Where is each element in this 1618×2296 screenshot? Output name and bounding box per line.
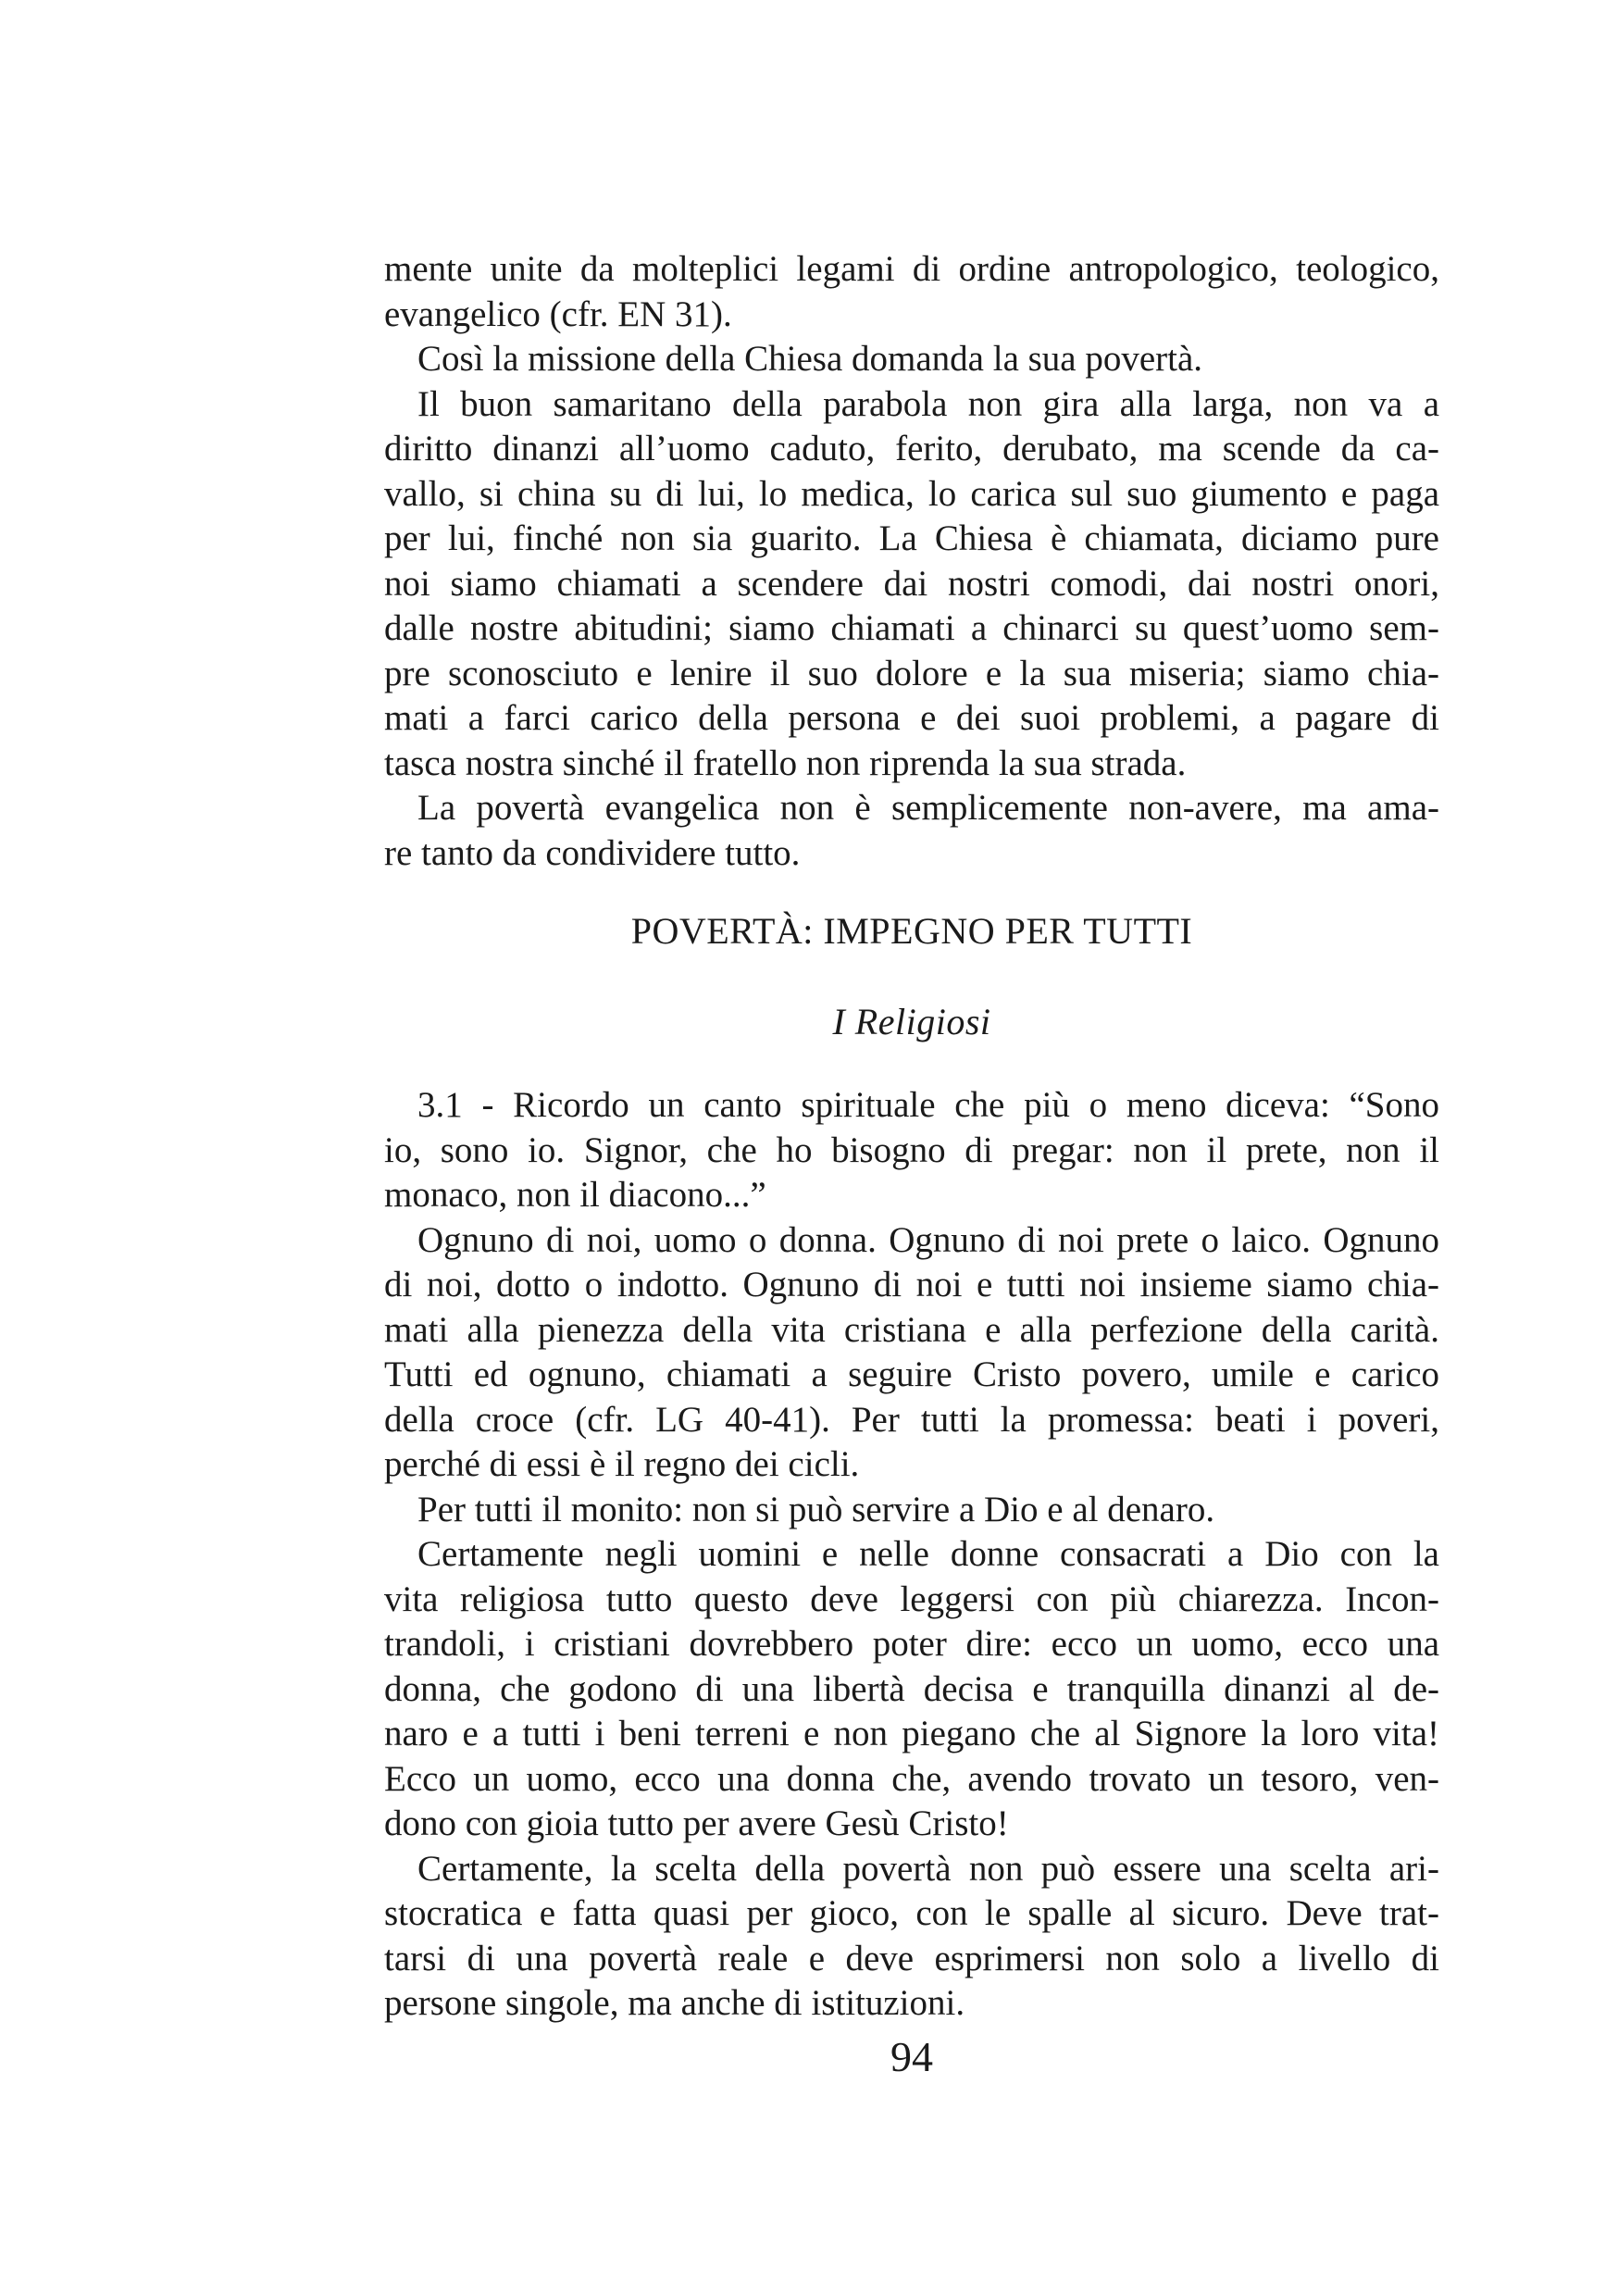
text-line: di noi, dotto o indotto. Ognuno di noi e tutti noi insieme siamo chia- xyxy=(384,1265,1439,1304)
text-line: trandoli, i cristiani dovrebbero poter dire: ecco un uomo, ecco una xyxy=(384,1624,1439,1664)
body-text-bottom xyxy=(384,1083,1439,2027)
text-line: persone singole, ma anche di istituzioni. xyxy=(384,1983,965,2023)
text-line: La povertà evangelica non è semplicemente non-avere, ma ama- xyxy=(417,788,1439,828)
text-line: Così la missione della Chiesa domanda la sua povertà. xyxy=(417,339,1203,379)
text-line: io, sono io. Signor, che ho bisogno di pregar: non il prete, non il xyxy=(384,1129,1439,1170)
text-line: mati alla pienezza della vita cristiana e alla perfezione della carità. xyxy=(384,1309,1439,1350)
text-line: per lui, finché non sia guarito. La Chiesa è chiamata, diciamo pure xyxy=(384,518,1439,558)
text-line: dalle nostre abitudini; siamo chiamati a chinarci su quest’uomo sem- xyxy=(384,608,1439,648)
text-line: 3.1 - Ricordo un canto spirituale che più o meno diceva: “Sono xyxy=(417,1085,1439,1125)
paragraph xyxy=(384,382,1439,787)
text-line: Per tutti il monito: non si può servire a Dio e al denaro. xyxy=(417,1489,1215,1529)
text-line: noi siamo chiamati a scendere dai nostri comodi, dai nostri onori, xyxy=(384,563,1439,604)
text-line: tasca nostra sinché il fratello non riprenda la sua strada. xyxy=(384,742,1187,783)
text-line: donna, che godono di una libertà decisa e tranquilla dinanzi al de- xyxy=(384,1668,1439,1709)
text-line: diritto dinanzi all’uomo caduto, ferito, derubato, ma scende da ca- xyxy=(384,429,1439,468)
text-line: evangelico (cfr. EN 31). xyxy=(384,293,732,334)
text-line: Tutti ed ognuno, chiamati a seguire Cristo povero, umile e carico xyxy=(384,1354,1439,1394)
text-line: vita religiosa tutto questo deve leggersi con più chiarezza. Incon- xyxy=(384,1578,1439,1619)
text-line: Certamente, la scelta della povertà non può essere una scelta ari- xyxy=(417,1848,1439,1889)
paragraph xyxy=(384,1218,1439,1488)
paragraph xyxy=(384,247,1439,337)
paragraph xyxy=(384,1083,1439,1218)
paragraph xyxy=(384,1847,1439,2027)
text-line: monaco, non il diacono...” xyxy=(384,1175,766,1215)
text-line: Certamente negli uomini e nelle donne consacrati a Dio con la xyxy=(417,1534,1439,1574)
text-line: vallo, si china su di lui, lo medica, lo carica sul suo giumento e paga xyxy=(384,473,1439,514)
paragraph xyxy=(384,1488,1439,1533)
page-number: 94 xyxy=(890,2033,933,2080)
text-line: dono con gioia tutto per avere Gesù Cristo! xyxy=(384,1803,1009,1843)
text-line: mati a farci carico della persona e dei suoi problemi, a pagare di xyxy=(384,698,1439,738)
paragraph xyxy=(384,786,1439,876)
section-subheading: I Religiosi xyxy=(832,1001,991,1042)
body-text-top xyxy=(384,247,1439,876)
text-line: re tanto da condividere tutto. xyxy=(384,832,801,873)
text-line: tarsi di una povertà reale e deve esprimersi non solo a livello di xyxy=(384,1938,1439,1978)
text-line: stocratica e fatta quasi per gioco, con le spalle al sicuro. Deve trat- xyxy=(384,1893,1439,1933)
paragraph xyxy=(384,1532,1439,1847)
text-line: naro e a tutti i beni terreni e non piegano che al Signore la loro vita! xyxy=(384,1714,1439,1753)
paragraph xyxy=(384,337,1439,382)
text-line: Ecco un uomo, ecco una donna che, avendo trovato un tesoro, ven- xyxy=(384,1758,1439,1799)
text-line: della croce (cfr. LG 40-41). Per tutti la promessa: beati i poveri, xyxy=(384,1399,1439,1440)
text-line: mente unite da molteplici legami di ordine antropologico, teologico, xyxy=(384,249,1439,289)
text-line: Il buon samaritano della parabola non gira alla larga, non va a xyxy=(417,383,1439,424)
text-line: pre sconosciuto e lenire il suo dolore e la sua miseria; siamo chia- xyxy=(384,653,1439,693)
text-line: perché di essi è il regno dei cicli. xyxy=(384,1444,860,1484)
section-heading: POVERTÀ: IMPEGNO PER TUTTI xyxy=(630,910,1193,952)
text-line: Ognuno di noi, uomo o donna. Ognuno di noi prete o laico. Ognuno xyxy=(417,1219,1439,1260)
